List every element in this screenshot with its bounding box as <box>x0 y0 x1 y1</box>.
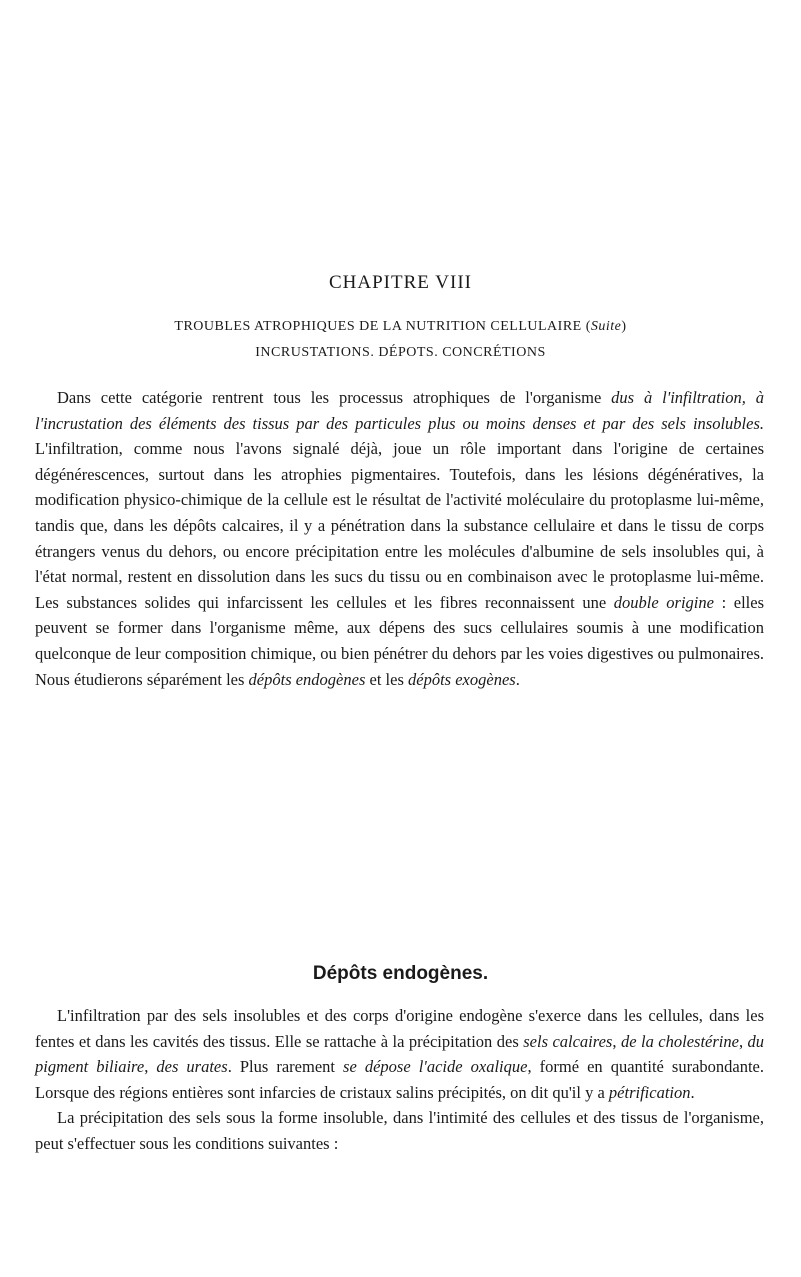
chapter-subtitle: TROUBLES ATROPHIQUES DE LA NUTRITION CELLULAIRE (Suite) <box>174 319 627 334</box>
p2-text-3: , <box>738 1031 748 1051</box>
p2-italic-2: de la cholestérine <box>620 1031 739 1051</box>
chapter-title: CHAPITRE VIII <box>328 272 472 293</box>
p1-text-1: Dans cette catégorie rentrent tous les processus atrophiques de l'organisme <box>57 388 612 407</box>
subtitle-main: TROUBLES ATROPHIQUES DE LA NUTRITION CELLULAIRE <box>174 319 582 334</box>
section-heading: Dépôts endogènes. <box>312 963 489 984</box>
p2-italic-1: sels calcaires <box>523 1031 613 1051</box>
p1-italic-4: dépôts exogènes <box>408 669 516 689</box>
p1-italic-2: double origine <box>613 592 714 612</box>
p1-text-2: L'infiltration, comme nous l'avons signalé déjà, joue un rôle important dans l'origine de certaines dégénérescences, surtout dans les atrophies pigmentaires. Toutefois, dans les lésions dégénératives, la modification physico-chimique de la cellule est le résultat de l'activité moléculaire du protoplasme lui-même, tandis que, dans les dépôts calcaires, il y a pénétration dans la substance cellulaire et dans le tissu de corps étrangers venus du dehors, ou encore précipitation entre les molécules d'albumine de sels insolubles qui, à l'état normal, restent en dissolution dans les sucs du tissu ou en combinaison avec le protoplasme lui-même. Les substances solides qui infarcissent les cellules et les fibres reconnaissent une <box>35 439 764 612</box>
subtitle-suite: Suite <box>590 319 622 334</box>
p2-italic-6: pétrification <box>608 1082 691 1102</box>
body-block-2 <box>35 1003 764 1157</box>
p2-italic-4: des urates <box>156 1057 228 1077</box>
p1-text-5: . <box>515 669 520 689</box>
p2-italic-3: du pigment biliaire <box>35 1031 765 1077</box>
p1-text-4: et les <box>365 669 409 689</box>
p1-italic-3: dépôts endogènes <box>248 669 366 689</box>
paragraph-2 <box>35 1003 764 1105</box>
p1-text-3: : elles peuvent se former dans l'organisme même, aux dépens des sucs cellulaires soumis à une modification quelconque de leur composition chimique, ou bien pénétrer du dehors par les voies digestives ou pulmonaires. Nous étudierons séparément les <box>35 592 765 689</box>
p1-italic-1: dus à l'infiltration, à l'incrustation des éléments des tissus par des particules plus ou moins denses et par des sels insolubles. <box>35 388 764 433</box>
p2-text-2: , <box>612 1031 621 1051</box>
p2-text-7: . <box>690 1082 695 1102</box>
paragraph-3: La précipitation des sels sous la forme insoluble, dans l'intimité des cellules et des tissus de l'organisme, peut s'effectuer sous les conditions suivantes : <box>35 1108 764 1153</box>
p2-italic-5: se dépose l'acide oxalique <box>343 1057 528 1077</box>
body-block-1 <box>35 385 764 692</box>
p2-text-6: , formé en quantité surabondante. Lorsque des régions entières sont infarcies de cristaux salins précipités, on dit qu'il y a <box>35 1057 764 1102</box>
chapter-subtitle-2: INCRUSTATIONS. DÉPOTS. CONCRÉTIONS <box>255 345 546 360</box>
paragraph-1 <box>35 385 764 692</box>
p2-text-5: . Plus rarement <box>227 1057 344 1077</box>
p2-text-1: L'infiltration par des sels insolubles et des corps d'origine endogène s'exerce dans les cellules, dans les fentes et dans les cavités des tissus. Elle se rattache à la précipitation des <box>35 1006 764 1051</box>
p2-text-4: , <box>144 1057 157 1077</box>
